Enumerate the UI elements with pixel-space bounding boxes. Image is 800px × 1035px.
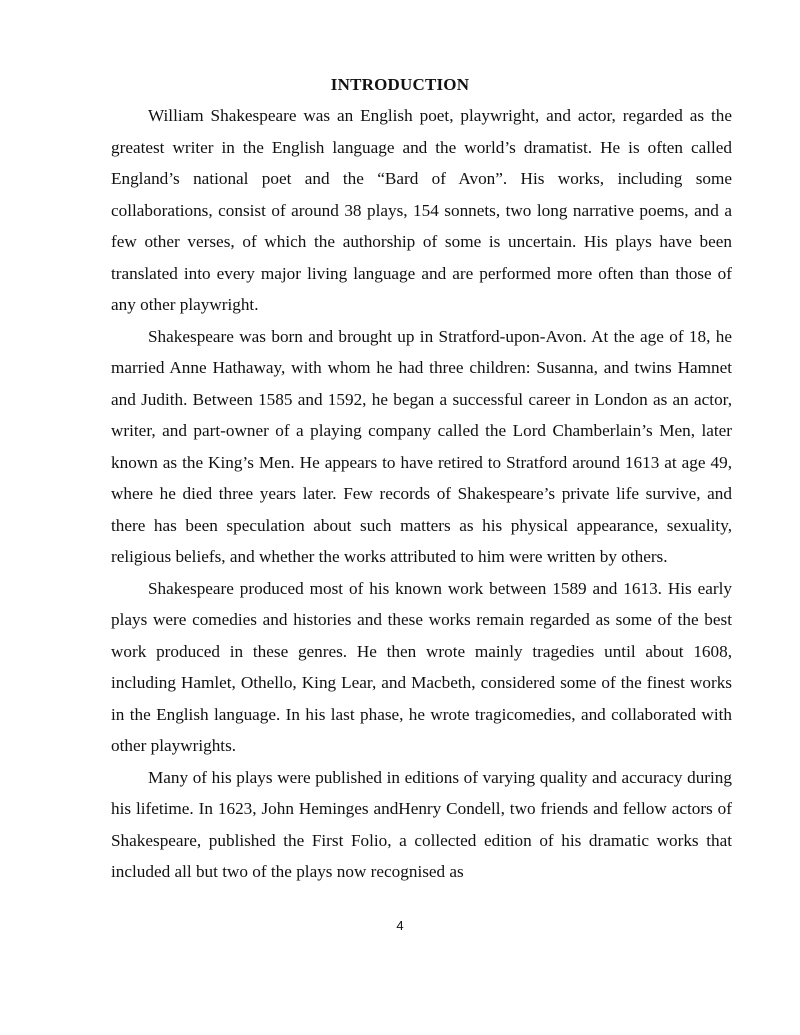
page-title: INTRODUCTION [330,75,470,94]
paragraph-3: Shakespeare produced most of his known work between 1589 and 1613. His early plays were comedies and histories and these works remain regarded as some of the best work produced in these genres. He then wrote mainly tragedies until about 1608, including Hamlet, Othello, King Lear, and Macbeth, considered some of the finest works in the English language. In his last phase, he wrote tragicomedies, and collaborated with other playwrights. [111,578,732,755]
paragraph-4: Many of his plays were published in editions of varying quality and accuracy during his lifetime. In 1623, John Heminges andHenry Condell, two friends and fellow actors of Shakespeare, published the First Folio, a collected edition of his dramatic works that included all but two of the plays now recognised as [111,767,732,881]
body-text [111,100,732,888]
page-number: 4 [396,918,404,933]
paragraph-2: Shakespeare was born and brought up in Stratford-upon-Avon. At the age of 18, he married Anne Hathaway, with whom he had three children: Susanna, and twins Hamnet and Judith. Between 1585 and 1592, he began a successful career in London as an actor, writer, and part-owner of a playing company called the Lord Chamberlain’s Men, later known as the King’s Men. He appears to have retired to Stratford around 1613 at age 49, where he died three years later. Few records of Shakespeare’s private life survive, and there has been speculation about such matters as his physical appearance, sexuality, religious beliefs, and whether the works attributed to him were written by others. [111,326,732,566]
paragraph-1: William Shakespeare was an English poet, playwright, and actor, regarded as the greatest writer in the English language and the world’s dramatist. He is often called England’s national poet and the “Bard of Avon”. His works, including some collaborations, consist of around 38 plays, 154 sonnets, two long narrative poems, and a few other verses, of which the authorship of some is uncertain. His plays have been translated into every major living language and are performed more often than those of any other playwright. [111,106,732,314]
